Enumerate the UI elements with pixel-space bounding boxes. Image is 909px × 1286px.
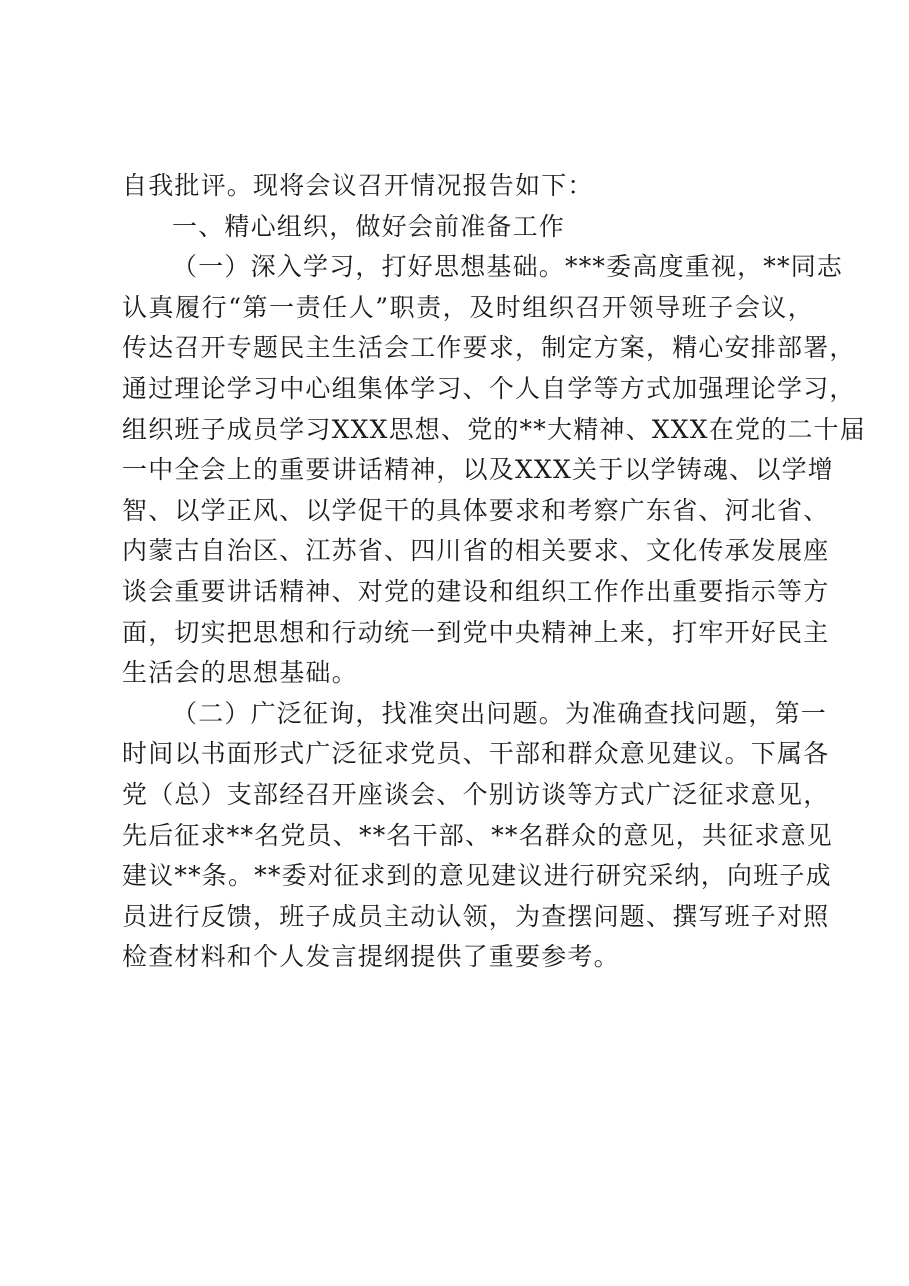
paragraph-line: 传达召开专题民主生活会工作要求，制定方案，精心安排部署，	[122, 333, 856, 363]
paragraph-line: 建议**条。**委对征求到的意见建议进行研究采纳，向班子成	[122, 861, 832, 891]
paragraph-line: 党（总）支部经召开座谈会、个别访谈等方式广泛征求意见，	[122, 779, 830, 809]
paragraph-line: 自我批评。现将会议召开情况报告如下：	[122, 171, 594, 200]
paragraph-line: 检查材料和个人发言提纲提供了重要参考。	[122, 942, 620, 972]
document-body	[122, 166, 866, 978]
section-heading: 一、精心组织，做好会前准备工作	[172, 211, 566, 241]
paragraph-line: 内蒙古自治区、江苏省、四川省的相关要求、文化传承发展座	[122, 536, 830, 566]
paragraph-line: 一中全会上的重要讲话精神，以及XXX关于以学铸魂、以学增	[122, 455, 834, 485]
paragraph-line: 谈会重要讲话精神、对党的建设和组织工作作出重要指示等方	[122, 576, 830, 606]
paragraph-line: 智、以学正风、以学促干的具体要求和考察广东省、河北省、	[122, 495, 830, 525]
paragraph-line: 面，切实把思想和行动统一到党中央精神上来，打牢开好民主	[122, 617, 830, 647]
paragraph-line: 通过理论学习中心组集体学习、个人自学等方式加强理论学习，	[122, 373, 856, 403]
paragraph-line: 组织班子成员学习XXX思想、党的**大精神、XXX在党的二十届	[122, 414, 866, 444]
paragraph-line: 先后征求**名党员、**名干部、**名群众的意见，共征求意见	[122, 820, 834, 850]
paragraph-line: （一）深入学习，打好思想基础。***委高度重视，**同志	[172, 252, 844, 282]
paragraph-line: 时间以书面形式广泛征求党员、干部和群众意见建议。下属各	[122, 739, 830, 769]
paragraph-line: 认真履行“第一责任人”职责，及时组织召开领导班子会议，	[122, 292, 814, 322]
paragraph-line: 员进行反馈，班子成员主动认领，为查摆问题、撰写班子对照	[122, 901, 830, 931]
paragraph-line: 生活会的思想基础。	[122, 658, 358, 688]
paragraph-line: （二）广泛征询，找准突出问题。为准确查找问题，第一	[172, 698, 828, 728]
